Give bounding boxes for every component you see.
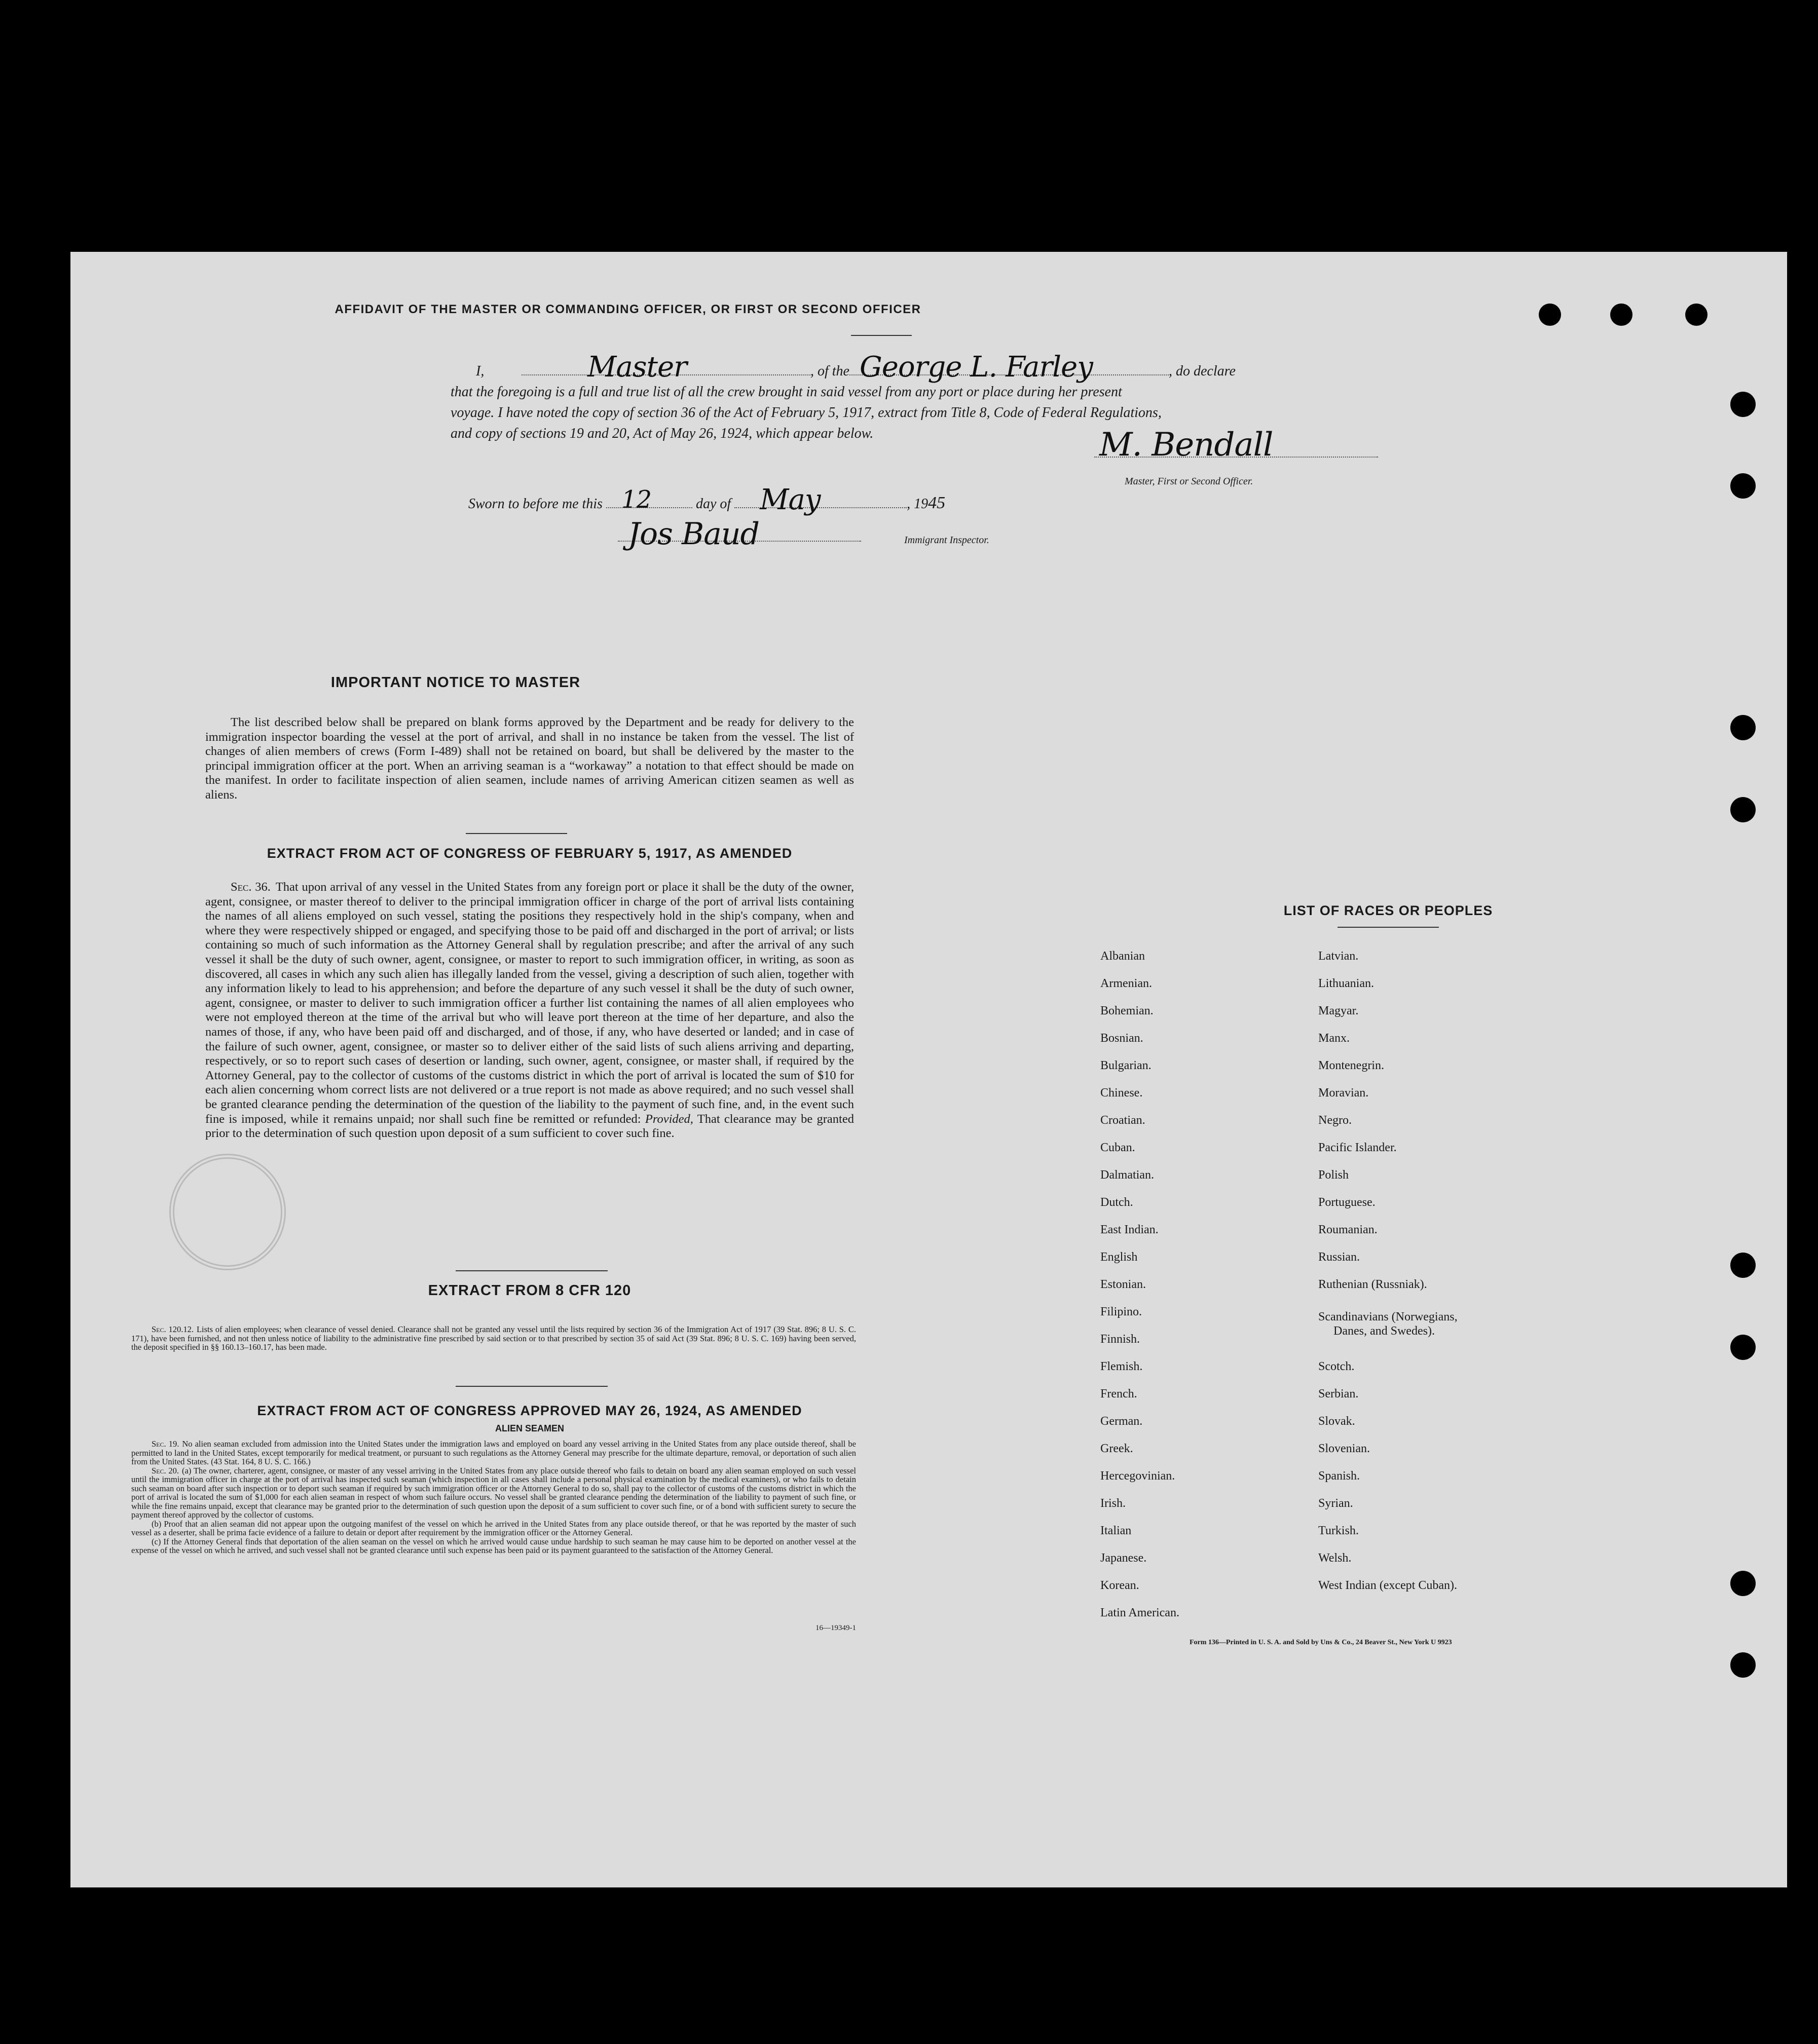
sec36-label: Sec. 36.	[231, 880, 271, 894]
race-item: Ruthenian (Russniak).	[1318, 1278, 1427, 1291]
race-item: Turkish.	[1318, 1524, 1359, 1537]
notice-heading: IMPORTANT NOTICE TO MASTER	[330, 674, 581, 691]
race-item: Cuban.	[1100, 1141, 1135, 1154]
race-item: Spanish.	[1318, 1469, 1360, 1483]
punch-hole	[1730, 1253, 1756, 1278]
race-item: Flemish.	[1100, 1360, 1143, 1373]
month-field	[734, 483, 907, 516]
act1917-body	[205, 880, 854, 1141]
cfr-heading: EXTRACT FROM 8 CFR 120	[428, 1282, 632, 1299]
master-signature: M. Bendall	[1099, 426, 1273, 464]
sworn-line	[468, 483, 946, 516]
vessel-field	[849, 351, 1169, 384]
race-item: German.	[1100, 1415, 1143, 1428]
race-item: Montenegrin.	[1318, 1059, 1384, 1072]
race-item: Bulgarian.	[1100, 1059, 1152, 1072]
race-item: Croatian.	[1100, 1114, 1145, 1127]
race-item: French.	[1100, 1387, 1137, 1400]
race-item: Bosnian.	[1100, 1032, 1143, 1045]
race-item: Irish.	[1100, 1497, 1126, 1510]
race-item: Japanese.	[1100, 1551, 1147, 1565]
race-item: Syrian.	[1318, 1497, 1353, 1510]
divider	[456, 1386, 608, 1387]
act1924-body	[131, 1440, 856, 1555]
sec19-label: Sec. 19.	[152, 1439, 179, 1449]
cfr-text	[131, 1325, 856, 1352]
punch-hole	[1685, 304, 1708, 326]
race-item: Dutch.	[1100, 1196, 1133, 1209]
vessel-handwriting: George L. Farley	[860, 351, 1093, 384]
declaration-line-2: that the foregoing is a full and true list of all the crew brought in said vessel from any port or place during her present	[451, 384, 1122, 400]
notice-text: The list described below shall be prepared on blank forms approved by the Department and be ready for delivery to the immigration inspector boarding the vessel at the port of arrival, and shall in no instance be taken from the vessel. The list of changes of alien members of crews (Form I-489) shall not be retained on board, but shall be delivered by the master to the principal immigration officer at the port. When an arriving seaman is a “workaway” a notation to that effect should be made on the manifest. In order to facilitate inspection of alien seamen, include names of arriving American citizen seamen as well as aliens.	[205, 715, 854, 802]
race-item: Korean.	[1100, 1579, 1139, 1592]
of-the-label: , of the	[810, 363, 849, 379]
sec19-paragraph	[131, 1440, 856, 1466]
punch-hole	[1730, 473, 1756, 499]
year-handwriting: 45	[928, 494, 946, 512]
punch-hole	[1730, 797, 1756, 822]
divider	[456, 1270, 608, 1271]
race-item: Manx.	[1318, 1032, 1350, 1045]
inspector-signature-line	[618, 516, 861, 552]
declaration-line-4: and copy of sections 19 and 20, Act of May 26, 1924, which appear below.	[451, 426, 874, 441]
race-item: Serbian.	[1318, 1387, 1359, 1400]
race-item: Scotch.	[1318, 1360, 1355, 1373]
race-item: Lithuanian.	[1318, 977, 1374, 990]
race-item: Chinese.	[1100, 1086, 1143, 1100]
race-item: Greek.	[1100, 1442, 1133, 1455]
race-item: Magyar.	[1318, 1004, 1359, 1017]
race-item: Russian.	[1318, 1251, 1360, 1264]
day-field	[606, 485, 692, 514]
do-declare-label: , do declare	[1169, 363, 1236, 379]
provided-label: Provided,	[645, 1112, 693, 1126]
inspector-caption: Immigrant Inspector.	[904, 535, 989, 546]
race-item: Moravian.	[1318, 1086, 1369, 1100]
punch-hole	[1539, 304, 1561, 326]
master-field	[522, 351, 810, 384]
year-prefix: , 19	[907, 496, 929, 512]
day-handwriting: 12	[621, 485, 652, 514]
race-item: Roumanian.	[1318, 1223, 1378, 1236]
divider	[851, 335, 912, 336]
race-item: Finnish.	[1100, 1333, 1140, 1346]
sec120-label: Sec. 120.12.	[152, 1324, 194, 1334]
inspector-signature: Jos Baud	[628, 516, 759, 552]
race-item: Estonian.	[1100, 1278, 1146, 1291]
race-item: Latvian.	[1318, 950, 1359, 963]
punch-hole	[1610, 304, 1633, 326]
race-item: Albanian	[1100, 950, 1145, 963]
race-item-continuation: Danes, and Swedes).	[1333, 1324, 1435, 1338]
race-item: East Indian.	[1100, 1223, 1159, 1236]
printer-footer: Form 136—Printed in U. S. A. and Sold by Uns & Co., 24 Beaver St., New York U 9923	[1190, 1639, 1452, 1646]
declaration-line-3: voyage. I have noted the copy of section 36 of the Act of February 5, 1917, extract from Title 8, Code of Federal Regulations,	[451, 405, 1162, 421]
races-heading: LIST OF RACES OR PEOPLES	[1283, 903, 1493, 918]
day-of-label: day of	[695, 496, 731, 512]
form-number: 16—19349-1	[815, 1624, 856, 1632]
sec20a-paragraph	[131, 1466, 856, 1520]
i-label: I,	[476, 363, 485, 379]
document-page	[70, 252, 1787, 1887]
act1917-text	[205, 880, 854, 1141]
sec20-label: Sec. 20.	[152, 1465, 179, 1475]
sec20c-text: (c) If the Attorney General finds that deportation of the alien seaman on the vessel on which he arrived would cause undue hardship to such seaman he may cause him to be deported on another vessel at the expense of the vessel on which he arrived, and such vessel shall not be granted clearance until such expense has been paid or its payment guaranteed to the satisfaction of the Attorney General.	[131, 1536, 856, 1555]
divider	[466, 833, 567, 834]
race-item: Hercegovinian.	[1100, 1469, 1175, 1483]
act1924-heading: EXTRACT FROM ACT OF CONGRESS APPROVED MAY 26, 1924, AS AMENDED	[257, 1403, 802, 1418]
race-item: Scandinavians (Norwegians,	[1318, 1310, 1458, 1323]
sec36-text: That upon arrival of any vessel in the United States from any foreign port or place it shall be the duty of the owner, agent, consignee, or master thereof to deliver to the principal immigration officer in charge of the port of arrival lists containing the names of all aliens employed on such vessel, stating the positions they respectively hold in the ship's company, when and where they were respectively shipped or engaged, and specifying those to be paid off and discharged in the port of arrival; or lists containing so much of such information as the Attorney General shall by regulation prescribe; and after the arrival of any such vessel it shall be the duty of such owner, agent, consignee, or master to report to such immigration officer, in writing, as soon as discovered, all cases in which any such alien has illegally landed from the vessel, giving a description of such alien, together with any information likely to lead to his apprehension; and before the departure of any such vessel it shall be the duty of such owner, agent, consignee, or master to deliver to such immigration officer a further list containing the names of all alien employees who were not employed thereon at the time of the arrival but who will leave port thereon at the time of her departure, and also the names of those, if any, who have been paid off and discharged, and of those, if any, who have deserted or landed; and in case of the failure of such owner, agent, consignee, or master so to deliver either of the said lists of such aliens arriving and departing, respectively, or so to report such cases of desertion or landing, such owner, agent, consignee, or master shall, if required by the Attorney General, pay to the collector of customs of the customs district in which the port of arrival is located the sum of $10 for each alien concerning whom correct lists are not delivered or a true report is not made as above required; and no such vessel shall be granted clearance pending the determination of the question of the liability to the payment of such fine, and, in the event such fine is imposed, while it remains unpaid; nor shall such fine be remitted or refunded:	[205, 880, 854, 1126]
race-item: Pacific Islander.	[1318, 1141, 1397, 1154]
punch-hole	[1730, 392, 1756, 417]
sec36-text-end: That clearance may be granted prior to the determination of such question upon deposit of a sum sufficient to cover such fine.	[205, 1112, 854, 1141]
declaration-line-1	[451, 351, 1444, 384]
punch-hole	[1730, 1335, 1756, 1360]
race-item: Slovenian.	[1318, 1442, 1370, 1455]
month-handwriting: May	[760, 483, 821, 516]
race-item: Bohemian.	[1100, 1004, 1154, 1017]
sec120-text: Lists of alien employees; when clearance of vessel denied. Clearance shall not be granted any vessel until the lists required by section 36 of the Immigration Act of 1917 (39 Stat. 896; 8 U. S. C. 171), have been furnished, and not then unless notice of liability to the administrative fine prescribed by said section or to that prescribed by section 35 of said Act (39 Stat. 896; 8 U. S. C. 169) having been served, the deposit specified in §§ 160.13–160.17, has been made.	[131, 1324, 856, 1352]
affidavit-title: AFFIDAVIT OF THE MASTER OR COMMANDING OFFICER, OR FIRST OR SECOND OFFICER	[335, 302, 921, 316]
race-item: Dalmatian.	[1100, 1168, 1154, 1182]
punch-hole	[1730, 1571, 1756, 1596]
master-handwriting: Master	[587, 351, 687, 384]
sec20b-text: (b) Proof that an alien seaman did not appear upon the outgoing manifest of the vessel on which he arrived in the United States from any place outside thereof, or that he was reported by the master of such vessel as a deserter, shall be prima facie evidence of a failure to detain or deport after requirement by the immigration officer or the Attorney General.	[131, 1519, 856, 1537]
sworn-prefix: Sworn to before me this	[468, 496, 603, 512]
seal-stamp	[169, 1154, 286, 1270]
master-signature-line	[1094, 426, 1378, 464]
race-item: Welsh.	[1318, 1551, 1352, 1565]
act1917-heading: EXTRACT FROM ACT OF CONGRESS OF FEBRUARY 5, 1917, AS AMENDED	[267, 846, 793, 861]
race-item: Armenian.	[1100, 977, 1152, 990]
race-item: Polish	[1318, 1168, 1349, 1182]
race-item: Portuguese.	[1318, 1196, 1376, 1209]
act1924-subheading: ALIEN SEAMEN	[495, 1423, 564, 1433]
notice-body	[205, 715, 854, 803]
master-signature-caption: Master, First or Second Officer.	[1125, 476, 1253, 487]
race-item: Latin American.	[1100, 1606, 1179, 1619]
sec20a-text: (a) The owner, charterer, agent, consignee, or master of any vessel arriving in the United States from any place outside thereof who fails to detain on board any alien seaman employed on such vessel until the immigration officer in charge at the port of arrival has inspected such seaman (which inspection in all cases shall include a personal physical examination by the medical examiners), or who fails to detain such seaman on board after such inspection or to deport such seaman if required by such immigration officer or the Attorney General to do so, shall pay to the collector of customs of the customs district in which the port of arrival is located the sum of $1,000 for each alien seaman in respect of whom such failure occurs. No vessel shall be granted clearance pending the determination of the liability to payment of such fine, or while the fine remains unpaid, except that clearance may be granted prior to the determination of such question upon the deposit of a sum sufficient to cover such fine, or of a bond with sufficient surety to secure the payment thereof approved by the collector of customs.	[131, 1465, 856, 1520]
race-item: Negro.	[1318, 1114, 1352, 1127]
punch-hole	[1730, 715, 1756, 740]
race-item: English	[1100, 1251, 1138, 1264]
punch-hole	[1730, 1652, 1756, 1678]
divider	[1338, 927, 1439, 928]
race-item: Filipino.	[1100, 1305, 1142, 1318]
race-item: West Indian (except Cuban).	[1318, 1579, 1457, 1592]
sec19-text: No alien seaman excluded from admission into the United States under the immigration laws and employed on board any vessel arriving in the United States from any place outside thereof, shall be permitted to land in the United States, except temporarily for medical treatment, or pursuant to such regulations as the Attorney General may prescribe for the ultimate departure, removal, or deportation of such alien from the United States. (43 Stat. 164, 8 U. S. C. 166.)	[131, 1439, 857, 1466]
cfr-body	[131, 1325, 856, 1352]
race-item: Slovak.	[1318, 1415, 1355, 1428]
race-item: Italian	[1100, 1524, 1132, 1537]
